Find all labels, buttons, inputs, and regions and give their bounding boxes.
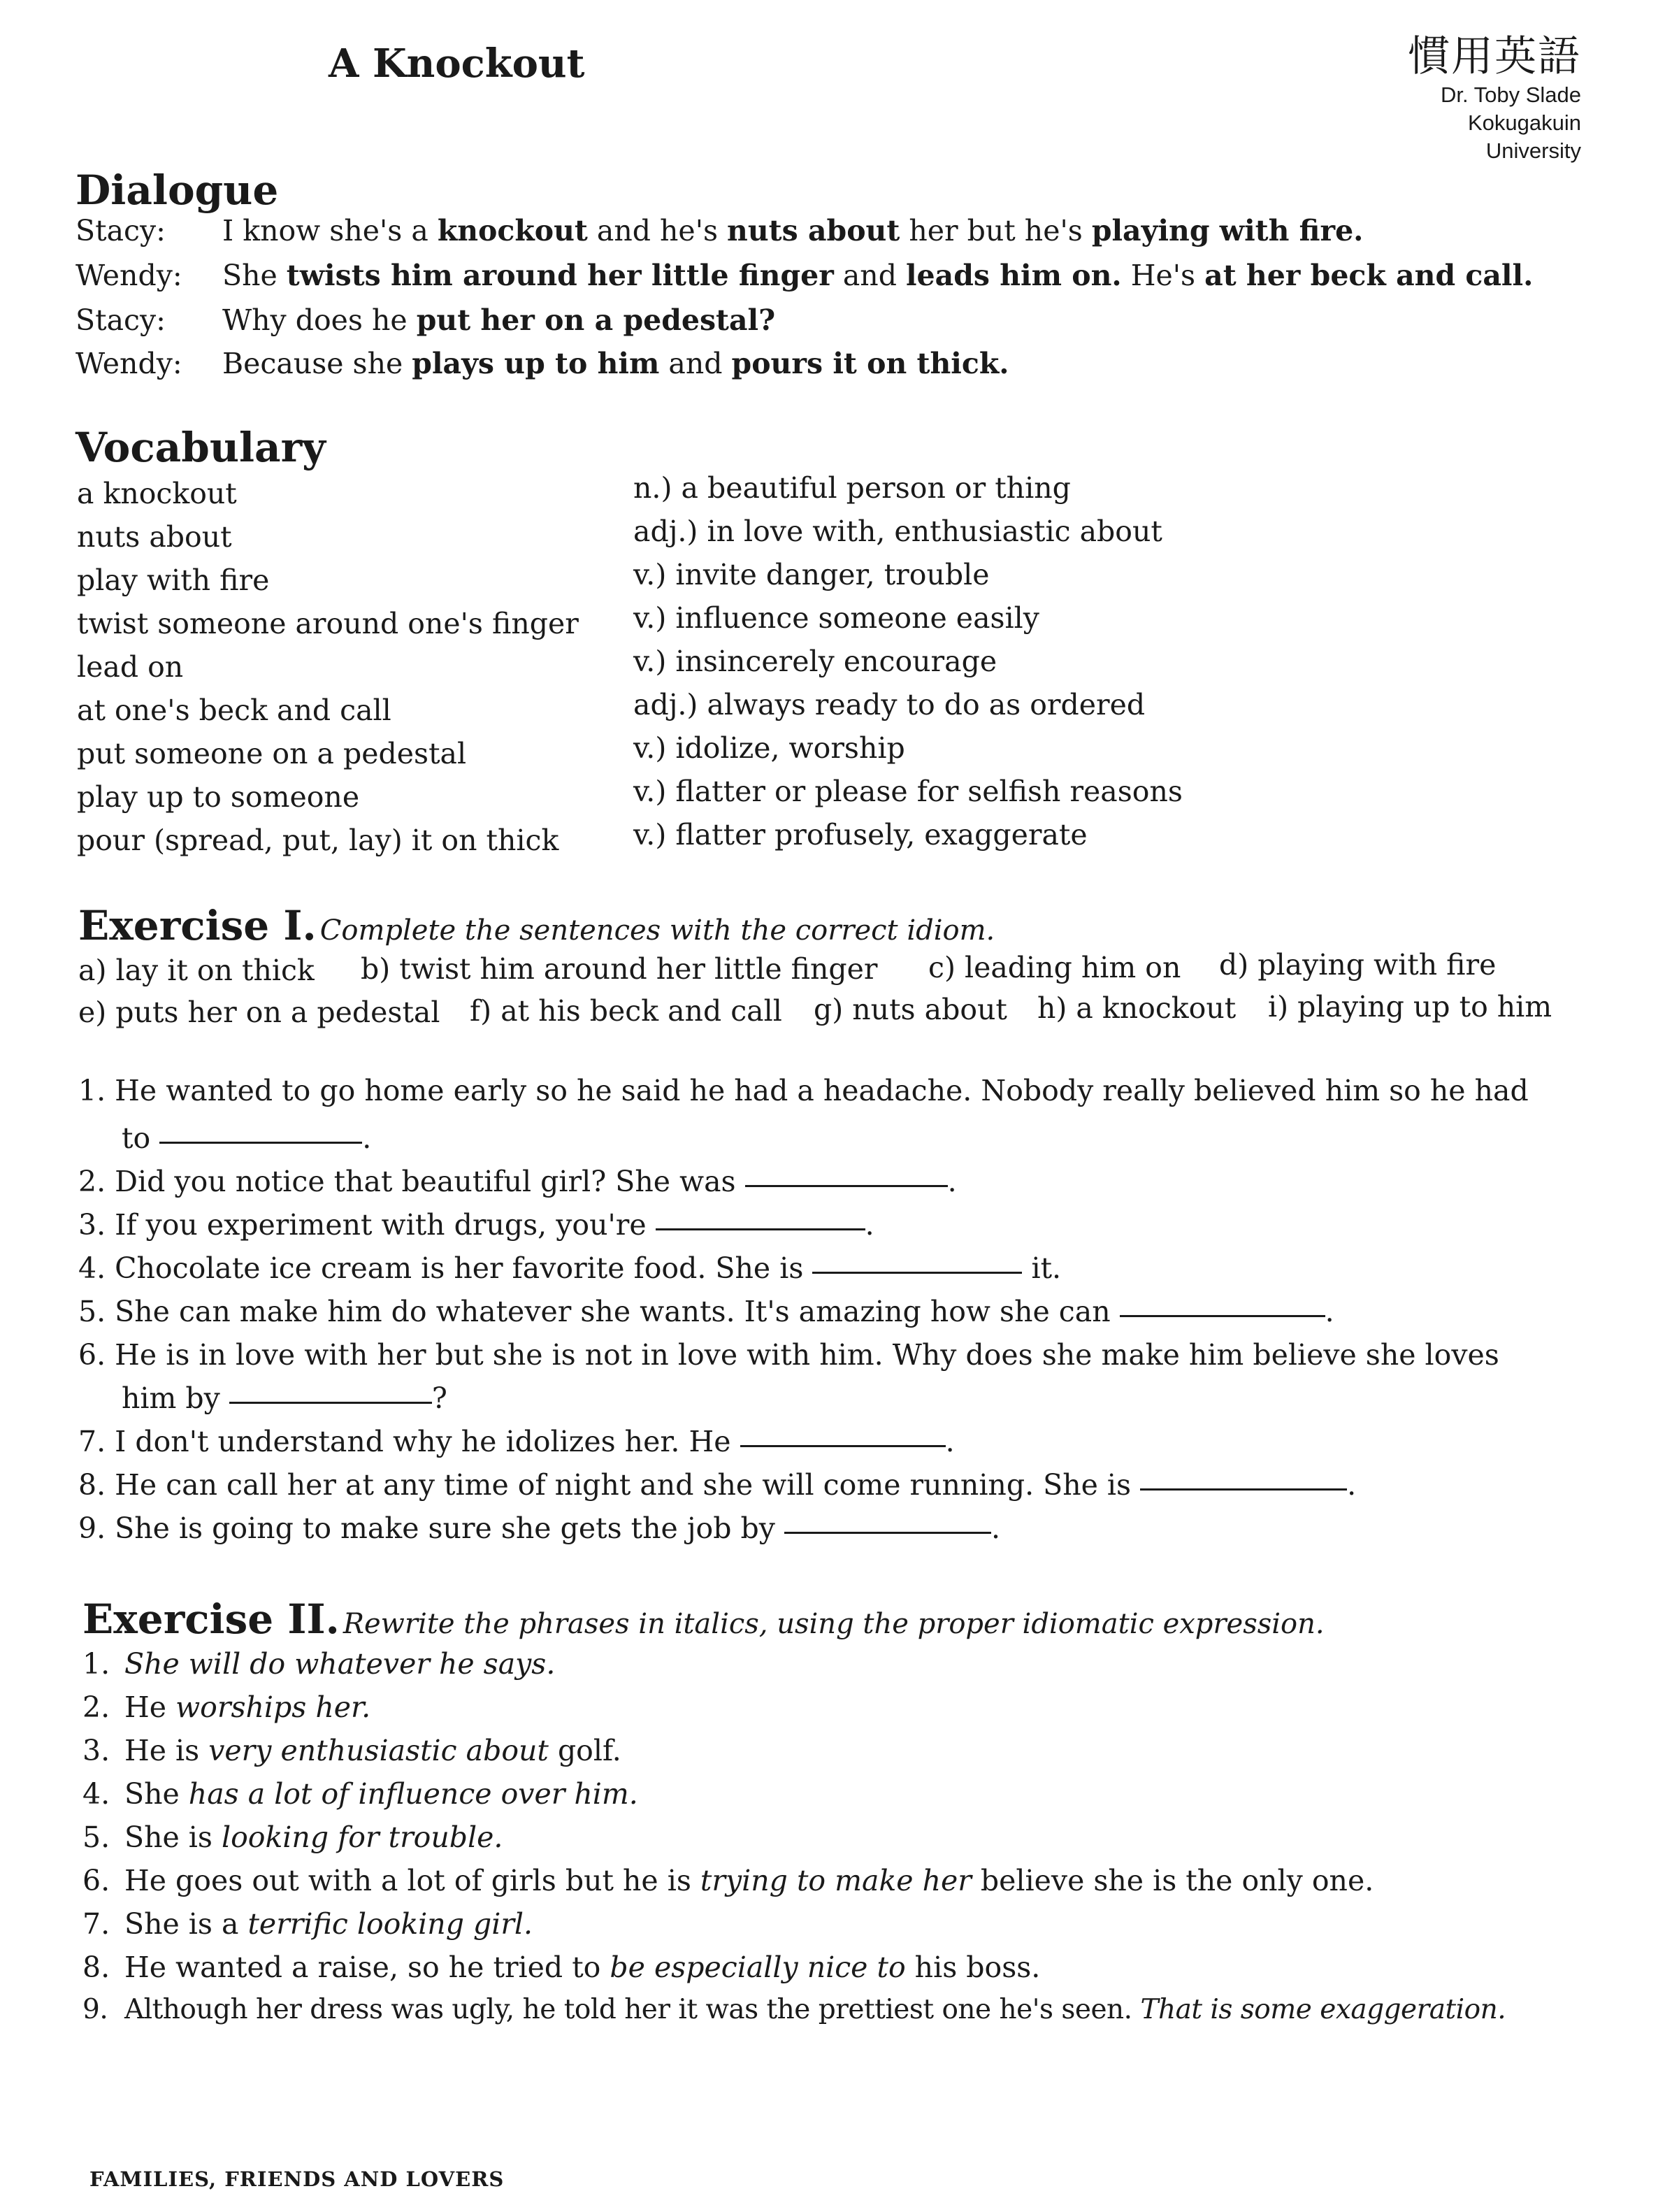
dialogue-line	[75, 214, 1363, 247]
rewrite-item: 1. She will do whatever he says.	[82, 1647, 556, 1681]
rewrite-item: 5. She is looking for trouble.	[82, 1820, 503, 1854]
rewrite-item: 8. He wanted a raise, so he tried to be especially nice to his boss.	[82, 1951, 1041, 1984]
question-9: 9. She is going to make sure she gets the job by .	[78, 1511, 1001, 1545]
answer-blank[interactable]	[784, 1531, 991, 1534]
exercise-2-header	[82, 1595, 1325, 1643]
rewrite-item: 9. Although her dress was ugly, he told her it was the prettiest one he's seen. That is some exaggeration.	[82, 1994, 1506, 2025]
vocab-definition: v.) invite danger, trouble	[633, 558, 990, 591]
exercise-2-heading: Exercise II.	[82, 1595, 340, 1643]
vocab-term: nuts about	[77, 520, 232, 554]
speaker: Wendy:	[75, 347, 182, 380]
idiom: nuts about	[727, 214, 900, 247]
option: b) twist him around her little finger	[361, 952, 878, 986]
vocab-term: at one's beck and call	[77, 694, 391, 727]
answer-blank[interactable]	[159, 1141, 362, 1144]
idiom: knockout	[437, 214, 588, 247]
answer-blank[interactable]	[1140, 1488, 1347, 1491]
vocab-definition: adj.) always ready to do as ordered	[633, 688, 1146, 721]
question-3: 3. If you experiment with drugs, you're .	[78, 1208, 874, 1242]
answer-blank[interactable]	[740, 1444, 946, 1447]
dialogue-text: her but he's	[900, 214, 1092, 247]
answer-blank[interactable]	[745, 1184, 948, 1187]
question-8: 8. He can call her at any time of night and she will come running. She is .	[78, 1468, 1357, 1502]
option: a) lay it on thick	[78, 954, 315, 987]
question-4: 4. Chocolate ice cream is her favorite food. She is it.	[78, 1251, 1062, 1285]
dialogue-heading: Dialogue	[75, 166, 279, 214]
option: f) at his beck and call	[470, 994, 782, 1028]
exercise-2-instruction: Rewrite the phrases in italics, using the proper idiomatic expression.	[343, 1608, 1325, 1640]
rewrite-item: 6. He goes out with a lot of girls but he is trying to make her believe she is the only one.	[82, 1864, 1374, 1897]
dialogue-line	[75, 259, 1533, 292]
option: g) nuts about	[814, 993, 1007, 1026]
exercise-1-header	[78, 902, 995, 949]
option: h) a knockout	[1037, 991, 1237, 1025]
idiom: at her beck and call.	[1204, 259, 1534, 292]
vocab-definition: v.) idolize, worship	[633, 731, 905, 765]
option: i) playing up to him	[1268, 990, 1552, 1024]
dialogue-text: Because she	[222, 347, 412, 380]
vocab-definition: v.) flatter profusely, exaggerate	[633, 818, 1088, 852]
dialogue-text: and	[833, 259, 906, 292]
vocabulary-heading: Vocabulary	[75, 424, 326, 471]
answer-blank[interactable]	[656, 1228, 865, 1230]
header-credits	[1408, 32, 1581, 165]
vocab-term: lead on	[77, 650, 184, 684]
idiom: leads him on.	[905, 259, 1122, 292]
idiom: twists him around her little finger	[286, 259, 834, 292]
dialogue-text: and he's	[587, 214, 728, 247]
answer-blank[interactable]	[1120, 1314, 1325, 1317]
answer-blank[interactable]	[812, 1271, 1022, 1274]
vocab-definition: adj.) in love with, enthusiastic about	[633, 515, 1162, 548]
idiom: put her on a pedestal?	[416, 303, 776, 337]
idiom: pours it on thick.	[731, 347, 1009, 380]
answer-blank[interactable]	[229, 1401, 432, 1404]
header-author: Dr. Toby Slade	[1440, 82, 1581, 107]
speaker: Stacy:	[75, 303, 166, 337]
question-2: 2. Did you notice that beautiful girl? She was .	[78, 1165, 957, 1198]
rewrite-item: 4. She has a lot of influence over him.	[82, 1777, 638, 1811]
page-title: A Knockout	[329, 41, 585, 87]
option: e) puts her on a pedestal	[78, 996, 440, 1029]
rewrite-item: 3. He is very enthusiastic about golf.	[82, 1734, 621, 1767]
vocab-term: twist someone around one's finger	[77, 607, 579, 640]
exercise-1-heading: Exercise I.	[78, 902, 317, 949]
exercise-1-instruction: Complete the sentences with the correct idiom.	[319, 914, 995, 947]
question-6-cont: him by ?	[122, 1381, 447, 1415]
vocab-term: play with fire	[77, 563, 270, 597]
option: c) leading him on	[928, 951, 1181, 984]
dialogue-text: He's	[1121, 259, 1205, 292]
vocab-term: put someone on a pedestal	[77, 737, 467, 770]
idiom: playing with fire.	[1091, 214, 1364, 247]
vocab-term: play up to someone	[77, 780, 360, 814]
header-affiliation-1: Kokugakuin	[1467, 110, 1581, 135]
dialogue-text: and	[659, 347, 732, 380]
dialogue-line	[75, 303, 775, 337]
option: d) playing with fire	[1219, 948, 1497, 982]
question-1-cont: to .	[122, 1121, 372, 1155]
dialogue-text: I know she's a	[222, 214, 438, 247]
vocab-definition: v.) influence someone easily	[633, 601, 1039, 635]
vocab-term: a knockout	[77, 477, 237, 510]
dialogue-line	[75, 347, 1009, 380]
idiom: plays up to him	[412, 347, 660, 380]
question-7: 7. I don't understand why he idolizes her. He .	[78, 1425, 955, 1458]
question-6: 6. He is in love with her but she is not in love with him. Why does she make him believe she loves	[78, 1338, 1499, 1372]
question-5: 5. She can make him do whatever she wants. It's amazing how she can .	[78, 1295, 1334, 1328]
vocab-term: pour (spread, put, lay) it on thick	[77, 824, 559, 857]
vocab-definition: n.) a beautiful person or thing	[633, 471, 1071, 505]
rewrite-item: 7. She is a terrific looking girl.	[82, 1907, 533, 1941]
speaker: Wendy:	[75, 259, 182, 292]
question-1: 1. He wanted to go home early so he said he had a headache. Nobody really believed him so he had	[78, 1074, 1529, 1107]
rewrite-item: 2. He worships her.	[82, 1690, 371, 1724]
vocab-definition: v.) flatter or please for selfish reasons	[633, 775, 1183, 808]
vocab-definition: v.) insincerely encourage	[633, 645, 997, 678]
page-footer: FAMILIES, FRIENDS AND LOVERS	[89, 2167, 505, 2191]
dialogue-text: She	[222, 259, 287, 292]
header-affiliation-2: University	[1485, 138, 1581, 163]
dialogue-text: Why does he	[222, 303, 417, 337]
header-kanji: 慣用英語	[1408, 33, 1581, 80]
speaker: Stacy:	[75, 214, 166, 247]
